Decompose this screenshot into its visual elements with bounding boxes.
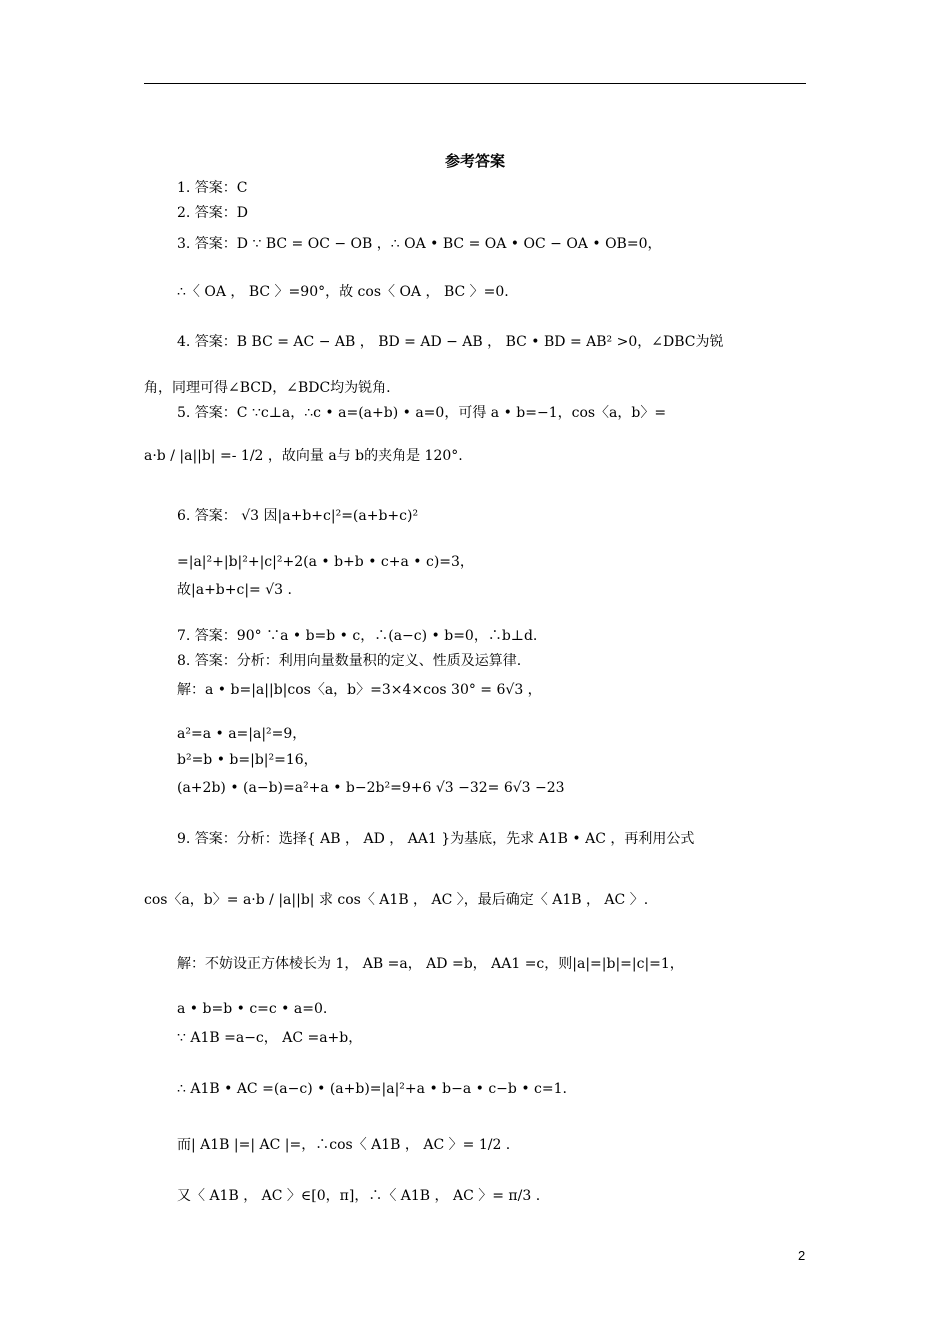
answer-line: 2. 答案：D <box>177 205 249 221</box>
page-title: 参考答案 <box>444 152 505 170</box>
page-number: 2 <box>798 1248 806 1263</box>
answer-line: 6. 答案： √3 因|a+b+c|²=(a+b+c)² <box>177 508 419 524</box>
answer-line: 解：不妨设正方体棱长为 1， AB =a， AD =b， AA1 =c，则|a|=|b|=|c|=1， <box>177 956 684 972</box>
answer-line: 1. 答案：C <box>177 180 248 196</box>
answer-line: ∴〈 OA ， BC 〉=90°，故 cos〈 OA ， BC 〉=0. <box>177 284 509 300</box>
answer-line: a·b / |a||b| =- 1/2 ，故向量 a与 b的夹角是 120°. <box>144 448 463 464</box>
answer-line: 3. 答案：D ∵ BC = OC − OB ，∴ OA • BC = OA • OC − OA • OB=0， <box>177 236 662 252</box>
answer-line: =|a|²+|b|²+|c|²+2(a • b+b • c+a • c)=3， <box>177 554 474 570</box>
answer-line: 故|a+b+c|= √3 . <box>177 582 292 598</box>
answer-line: 5. 答案：C ∵c⊥a，∴c • a=(a+b) • a=0，可得 a • b=−1，cos〈a，b〉= <box>177 405 667 421</box>
header-rule <box>144 83 806 84</box>
answer-line: 4. 答案：B BC = AC − AB ， BD = AD − AB ， BC • BD = AB² >0，∠DBC为锐 <box>177 334 724 350</box>
answer-line: b²=b • b=|b|²=16， <box>177 752 318 768</box>
answer-line: cos〈a，b〉= a·b / |a||b| 求 cos〈 A1B ， AC 〉，最后确定〈 A1B ， AC 〉. <box>144 892 649 908</box>
answer-line: (a+2b) • (a−b)=a²+a • b−2b²=9+6 √3 −32= 6√3 −23 <box>177 780 565 796</box>
answer-line: 7. 答案：90° ∵a • b=b • c，∴(a−c) • b=0，∴b⊥d. <box>177 628 538 644</box>
answer-line: ∵ A1B =a−c， AC =a+b， <box>177 1030 363 1046</box>
answer-line: 而| A1B |=| AC |=，∴cos〈 A1B ， AC 〉= 1/2 . <box>177 1137 511 1153</box>
answer-line: 9. 答案：分析：选择{ AB ， AD ， AA1 }为基底，先求 A1B • AC ，再利用公式 <box>177 831 695 847</box>
answer-line: a²=a • a=|a|²=9， <box>177 726 307 742</box>
answer-line: ∴ A1B • AC =(a−c) • (a+b)=|a|²+a • b−a • c−b • c=1. <box>177 1081 567 1097</box>
answer-line: 又〈 A1B ， AC 〉∈[0，π]，∴〈 A1B ， AC 〉= π/3 . <box>177 1188 541 1204</box>
answer-line: 角，同理可得∠BCD，∠BDC均为锐角. <box>144 380 391 396</box>
answer-line: a • b=b • c=c • a=0. <box>177 1001 328 1017</box>
answer-line: 解：a • b=|a||b|cos〈a，b〉=3×4×cos 30° = 6√3 ， <box>177 682 542 698</box>
answer-line: 8. 答案：分析：利用向量数量积的定义、性质及运算律. <box>177 653 522 669</box>
